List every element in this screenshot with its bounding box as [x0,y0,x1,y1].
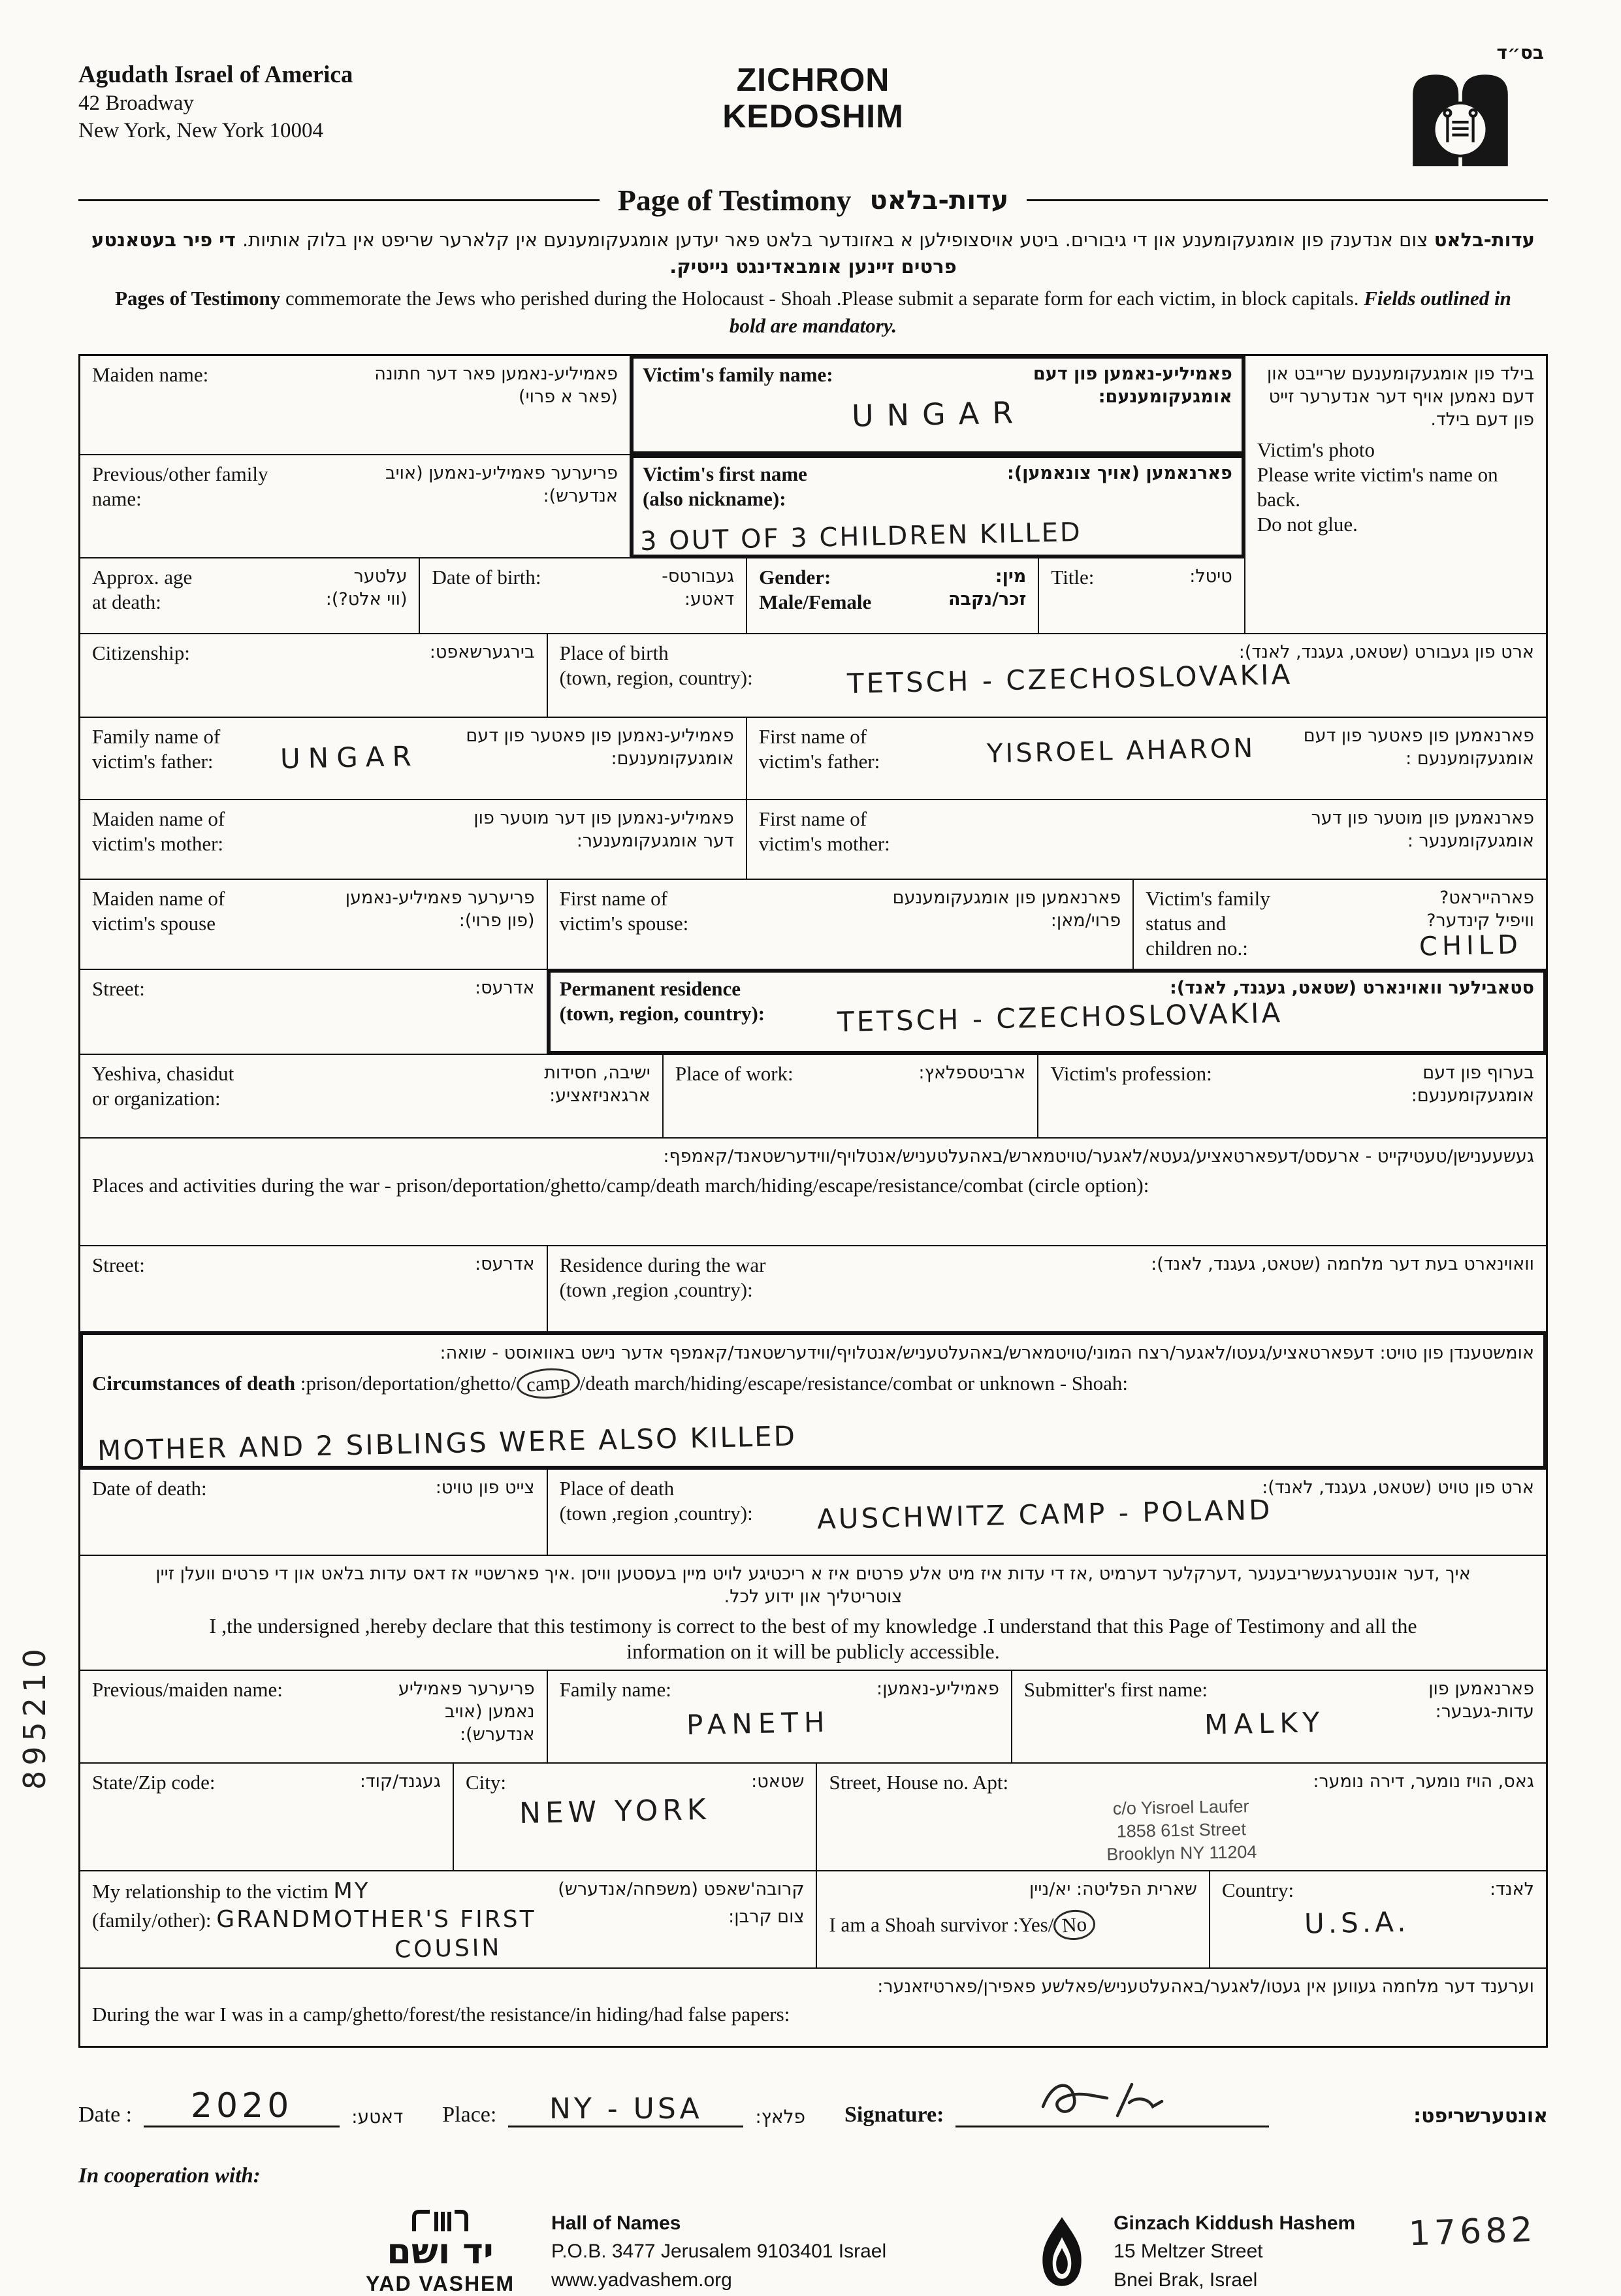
declaration-block [80,1556,1546,1670]
field-profession [1037,1055,1546,1137]
hall-of-names: Hall of Names [551,2212,681,2234]
relationship-value-grandmother: GRANDMOTHER'S FIRST [216,1905,536,1933]
mother-maiden-name-label-yi: פאמיליע-נאמען פון דער מוטער פון דער אומגעקומענער: [473,807,734,851]
city-label-yi: שטאט: [751,1771,805,1792]
field-relationship [80,1871,816,1967]
family-status-label-yi: פארהייראט? וויפיל קינדער? [1426,887,1534,931]
previous-family-name-label-yi: פריערער פאמיליע-נאמען (אויב אנדערש): [385,462,618,506]
field-state-zip [80,1764,453,1870]
submitter-family-name-label: Family name: [559,1678,671,1702]
ginzach-name: Ginzach Kiddush Hashem [1114,2212,1356,2234]
place-of-death-label-yi: ארט פון טויט (שטאט, געגנד, לאנד): [1262,1477,1534,1498]
ginzach-city: Bnei Brak, Israel [1114,2269,1258,2291]
title-label: Title: [1051,565,1095,589]
signature-scribble [1034,2078,1191,2120]
family-status-label: Victim's family status and children no.: [1146,886,1270,960]
date-label-yi: דאטע: [351,2105,404,2127]
gender-label-yi: מין: זכר/נקבה [948,566,1027,609]
place-label-yi: פלאץ: [755,2105,806,2127]
street-permanent-label: Street: [92,977,145,1000]
field-father-first-name [746,718,1546,799]
circled-no-option: No [1053,1909,1097,1941]
title-rule-right [1027,199,1548,201]
photo-note-en: Victim's photo Please write victim's name on back. Do not glue. [1257,438,1498,536]
victim-first-name-label: Victim's first name (also nickname): [642,462,807,510]
yad-vashem-logo [366,2208,515,2296]
field-date-of-birth [419,558,746,633]
spouse-first-name-label: First name of victim's spouse: [559,886,689,935]
street-war-label: Street: [92,1253,145,1276]
place-of-work-label-yi: ארביטספלאץ: [918,1062,1026,1083]
photo-note-yi: בילד פון אומגעקומענעם שרייבט און דעם נאמען אויף דער אנדערער זייט פון דעם בילד. [1266,363,1534,430]
field-family-status [1132,880,1546,969]
signature-field [955,2078,1269,2127]
profession-label: Victim's profession: [1050,1061,1212,1085]
maiden-name-label-yi: פאמיליע-נאמען פאר דער חתונה (פאר א פרוי) [374,363,618,407]
city-label: City: [465,1771,506,1794]
signature-row [78,2078,1548,2127]
intro-yiddish-bold-2: די פיר בעטאנטע פרטים זיינען אומבאדינגט נייטיק. [91,229,957,278]
yad-vashem-english: YAD VASHEM [366,2271,515,2295]
father-family-name-value: UNGAR [280,739,419,775]
permanent-residence-label: Permanent residence (town, region, country): [559,977,765,1025]
org-address-1: 42 Broadway [78,91,194,116]
intro-yiddish [78,227,1548,280]
place-of-work-label: Place of work: [675,1061,794,1085]
brand-title [722,42,903,135]
title-band [78,183,1548,218]
date-of-birth-label: Date of birth: [432,565,541,589]
intro-yiddish-bold: עדות-בלאט [1434,229,1535,251]
title-rule-left [78,199,600,201]
field-place-of-death [547,1470,1546,1555]
citizenship-label-yi: בירגערשאפט: [429,641,535,662]
field-submitter-family-name [547,1671,1011,1762]
relationship-label-line1: My relationship to the victim MY [92,1878,370,1905]
bsd-text: בס״ד [1496,42,1544,63]
tablets-logo-icon [1405,67,1515,171]
father-family-name-label-yi: פאמיליע-נאמען פון פאטער פון דעם אומגעקומענעם: [466,725,734,769]
brand-line-2: KEDOSHIM [722,98,904,135]
during-war-label-yi: וערענד דער מלחמה געווען אין געטו/לאגער/באהעלטעניש/פאלשע פאפירן/פארטיזאנער: [877,1976,1534,1997]
circled-camp-option: camp [515,1366,581,1400]
serial-number-bottom: 17682 [1407,2210,1537,2254]
yeshiva-label: Yeshiva, chasidut or organization: [92,1061,234,1110]
spouse-maiden-name-label: Maiden name of victim's spouse [92,886,225,935]
submitter-first-name-label-yi: פארנאמען פון עדות-געבער: [1428,1679,1534,1722]
photo-box [1244,356,1546,633]
ginzach-street: 15 Meltzer Street [1114,2240,1263,2263]
yeshiva-label-yi: ישיבה, חסידות ארגאניזאציע: [544,1062,650,1106]
place-of-death-label: Place of death (town ,region ,country): [559,1476,753,1525]
mother-first-name-label-yi: פארנאמען פון מוטער פון דער אומגעקומענער : [1311,807,1534,851]
spouse-maiden-name-label-yi: פריערער פאמיליע-נאמען (פון פרוי): [345,887,535,931]
submitter-family-name-value: PANETH [686,1706,831,1741]
victim-first-name-value: 3 OUT OF 3 CHILDREN KILLED [639,517,1083,557]
intro-english-mandatory: Fields outlined in bold are mandatory. [729,287,1511,338]
field-permanent-residence [547,970,1546,1054]
spouse-first-name-label-yi: פארנאמען פון אומגעקומענעם פרוי/מאן: [892,887,1121,931]
field-submitter-street [816,1764,1546,1870]
relationship-label-line2: (family/other): GRANDMOTHER'S FIRST [92,1905,536,1933]
previous-family-name-label: Previous/other family name: [92,462,268,510]
place-of-birth-value: TETSCH - CZECHOSLOVAKIA [846,658,1293,700]
field-street-war [80,1246,547,1331]
mother-maiden-name-label: Maiden name of victim's mother: [92,807,225,855]
war-places-label: Places and activities during the war - prison/deportation/ghetto/camp/death march/hiding/escape/resistance/combat (circle option): [92,1173,1149,1197]
ginzach-flame-icon [1036,2216,1087,2288]
field-street-permanent [80,970,547,1054]
field-country [1209,1871,1546,1967]
submitter-street-label-yi: גאס, הויז נומער, דירה נומער: [1313,1771,1534,1792]
city-value: NEW YORK [519,1793,711,1831]
org-address-2: New York, New York 10004 [78,118,323,142]
relationship-label-yi2: צום קרבן: [728,1906,805,1927]
gender-label: Gender: Male/Female [759,565,872,613]
field-mother-maiden-name [80,800,746,879]
shoah-survivor-label-yi: שארית הפליטה: יא/ניין [1029,1879,1197,1900]
signature-label-yi: אונטערשריפט: [1413,2104,1548,2127]
org-block [78,42,722,144]
field-spouse-first-name [547,880,1133,969]
intro-english-bold: Pages of Testimony [115,287,281,310]
ginzach-address [1114,2209,1355,2295]
field-spouse-maiden-name [80,880,547,969]
date-field [144,2086,340,2127]
footer [78,2208,1548,2296]
father-first-name-label: First name of victim's father: [758,724,880,773]
header [78,42,1548,171]
father-family-name-label: Family name of victim's father: [92,724,221,773]
field-victim-first-name [630,455,1244,557]
date-of-birth-label-yi: געבורטס- דאטע: [662,566,735,609]
submitter-previous-name-label-yi: פריערער פאמיליע נאמען (אויב אנדערש): [398,1679,535,1745]
profession-label-yi: בערוף פון דעם אומגעקומענעם: [1411,1062,1534,1106]
circumstances-value: MOTHER AND 2 SIBLINGS WERE ALSO KILLED [97,1419,797,1467]
field-submitter-first-name [1011,1671,1546,1762]
page-title: Page of Testimony [617,184,852,217]
cooperation-label: In cooperation with: [78,2163,261,2188]
field-title [1038,558,1244,633]
field-gender [746,558,1038,633]
relationship-value-my: MY [333,1878,370,1905]
date-of-death-label-yi: צייט פון טויט: [435,1477,535,1498]
country-label: Country: [1221,1879,1294,1902]
place-of-birth-label-yi: ארט פון געבורט (שטאט, געגנד, לאנד): [1238,641,1534,662]
field-father-family-name [80,718,746,799]
intro-english-rest: commemorate the Jews who perished during the Holocaust - Shoah .Please submit a separate form for each victim, in block capitals. [280,287,1364,310]
victim-family-name-label-yi: פאמיליע-נאמען פון דעם אומגעקומענעם: [1033,363,1232,407]
circumstances-label: Circumstances of death :prison/deportation/ghetto/ camp /death march/hiding/escape/resistance/combat or unknown - Shoah: [92,1368,1534,1399]
place-field [508,2092,743,2127]
serial-number-left: 895210 [17,1643,52,1790]
place-label: Place: [442,2102,497,2127]
submitter-street-label: Street, House no. Apt: [829,1771,1009,1794]
permanent-residence-value: TETSCH - CZECHOSLOVAKIA [837,996,1283,1039]
date-label: Date : [78,2102,133,2127]
place-of-death-value: AUSCHWITZ CAMP - POLAND [816,1493,1274,1536]
state-zip-label: State/Zip code: [92,1771,216,1794]
signature-label: Signature: [844,2102,944,2127]
war-residence-label: Residence during the war (town ,region ,country): [559,1253,766,1301]
country-label-yi: לאנד: [1489,1879,1534,1900]
field-circumstances-of-death [80,1333,1546,1468]
field-yeshiva [80,1055,662,1137]
intro-english [111,285,1515,340]
yad-vashem-hebrew: יד ושם [387,2230,494,2272]
field-during-war [80,1969,1546,2046]
field-war-residence [547,1246,1546,1331]
title-label-yi: טיטל: [1189,566,1232,587]
page-title-yiddish: עדות-בלאט [869,185,1009,216]
field-approx-age [80,558,419,633]
field-place-of-work [662,1055,1037,1137]
field-victim-family-name [630,356,1244,454]
country-value: U.S.A. [1304,1905,1410,1940]
victim-family-name-value: UNGAR [851,395,1027,434]
yv-pob: P.O.B. 3477 Jerusalem 9103401 Israel [551,2240,887,2263]
field-city [453,1764,816,1870]
family-status-value: CHILD [1419,930,1523,962]
circumstances-label-yi: אומשטענדן פון טויט: דעפארטאציע/געטו/לאגער/רצח המוני/טויטמארש/באהעלטעניש/אנטלויף/ווידערשטאנד/קאמפף אדער נישט באוואוסט - שואה: [440,1342,1534,1363]
date-value: 2020 [190,2086,293,2126]
father-first-name-label-yi: פארנאמען פון פאטער פון דעם אומגעקומענעם : [1303,725,1534,769]
declaration-yi: איך ,דער אונטערגעשריבענער ,דערקלער דערמיט ,אז די עדות איז מיט אלע פרטים איז א ריכטיגע לויט מיין בעסטען וויסן .איך פארשטיי אז דאס עדות בלאט און די פרטים וועלן זיין צוטריטליך און ידוע לכל. [155,1563,1471,1607]
yv-website: www.yadvashem.org [551,2269,732,2291]
yad-vashem-mark-icon [409,2208,472,2234]
submitter-first-name-label: Submitter's first name: [1023,1678,1208,1702]
intro-yiddish-rest: צום אנדענק פון אומגעקומענע און די גיבורים. ביטע אויסצופילען א באזונדער בלאט פאר יעדען אומגעקומענעם אין קלארער שריפט אין בלוק אותיות. [242,229,1434,251]
field-previous-family-name [80,455,630,557]
field-submitter-previous-name [80,1671,547,1762]
field-citizenship [80,634,547,717]
state-zip-label-yi: געגנד/קוד: [359,1771,441,1792]
war-residence-label-yi: וואוינארט בעת דער מלחמה (שטאט, געגנד, לאנד): [1151,1253,1534,1274]
father-first-name-value: YISROEL AHARON [986,733,1256,769]
yad-vashem-address [551,2209,886,2295]
relationship-value-cousin: COUSIN [394,1933,502,1964]
approx-age-label-yi: עלטער (ווי אלט?): [325,566,408,609]
ginzach-block [1036,2209,1355,2295]
submitter-family-name-label-yi: פאמיליע-נאמען: [876,1679,999,1700]
submitter-first-name-value: MALKY [1204,1706,1326,1741]
citizenship-label: Citizenship: [92,641,190,664]
field-mother-first-name [746,800,1546,879]
approx-age-label: Approx. age at death: [92,565,193,613]
permanent-residence-label-yi: סטאבילער וואוינארט (שטאט, געגנד, לאנד): [1170,977,1534,998]
shoah-survivor-label: I am a Shoah survivor :Yes/ No [829,1910,1196,1940]
place-value: NY - USA [549,2092,703,2126]
field-war-places [80,1139,1546,1245]
field-shoah-survivor [816,1871,1208,1967]
header-right [904,42,1548,171]
victim-first-name-label-yi: פארנאמען (אויך צונאמען): [1007,462,1232,483]
war-places-label-yi: געשעענישן/טעטיקייט - ארעסט/דעפארטאציע/געטא/לאגער/טויטמארש/באהעלטעניש/אנטלויף/ווידערשטאנד/קאמפף: [663,1146,1534,1167]
submitter-previous-name-label: Previous/maiden name: [92,1678,283,1702]
brand-line-1: ZICHRON [736,61,890,98]
field-maiden-name [80,356,630,454]
mother-first-name-label: First name of victim's mother: [758,807,890,855]
address-stamp: c/o Yisroel Laufer 1858 61st Street Brooklyn NY 11204 [1106,1796,1258,1865]
form-table [78,354,1548,2048]
place-of-birth-label: Place of birth (town, region, country): [559,641,753,689]
declaration-en: I ,the undersigned ,hereby declare that this testimony is correct to the best of my knowledge .I understand that this Page of Testimony and all the information on it will be publicly accessible. [209,1614,1417,1664]
maiden-name-label: Maiden name: [92,363,209,386]
relationship-label-yi1: קרובה'שאפט (משפחה/אנדערש) [558,1879,805,1900]
field-date-of-death [80,1470,547,1555]
street-war-label-yi: אדרעס: [475,1253,535,1274]
street-permanent-label-yi: אדרעס: [475,977,535,998]
victim-family-name-label: Victim's family name: [642,363,833,386]
field-place-of-birth [547,634,1546,717]
org-name: Agudath Israel of America [78,61,353,88]
during-war-label: During the war I was in a camp/ghetto/forest/the resistance/in hiding/had false papers: [92,2002,790,2026]
date-of-death-label: Date of death: [92,1476,207,1500]
